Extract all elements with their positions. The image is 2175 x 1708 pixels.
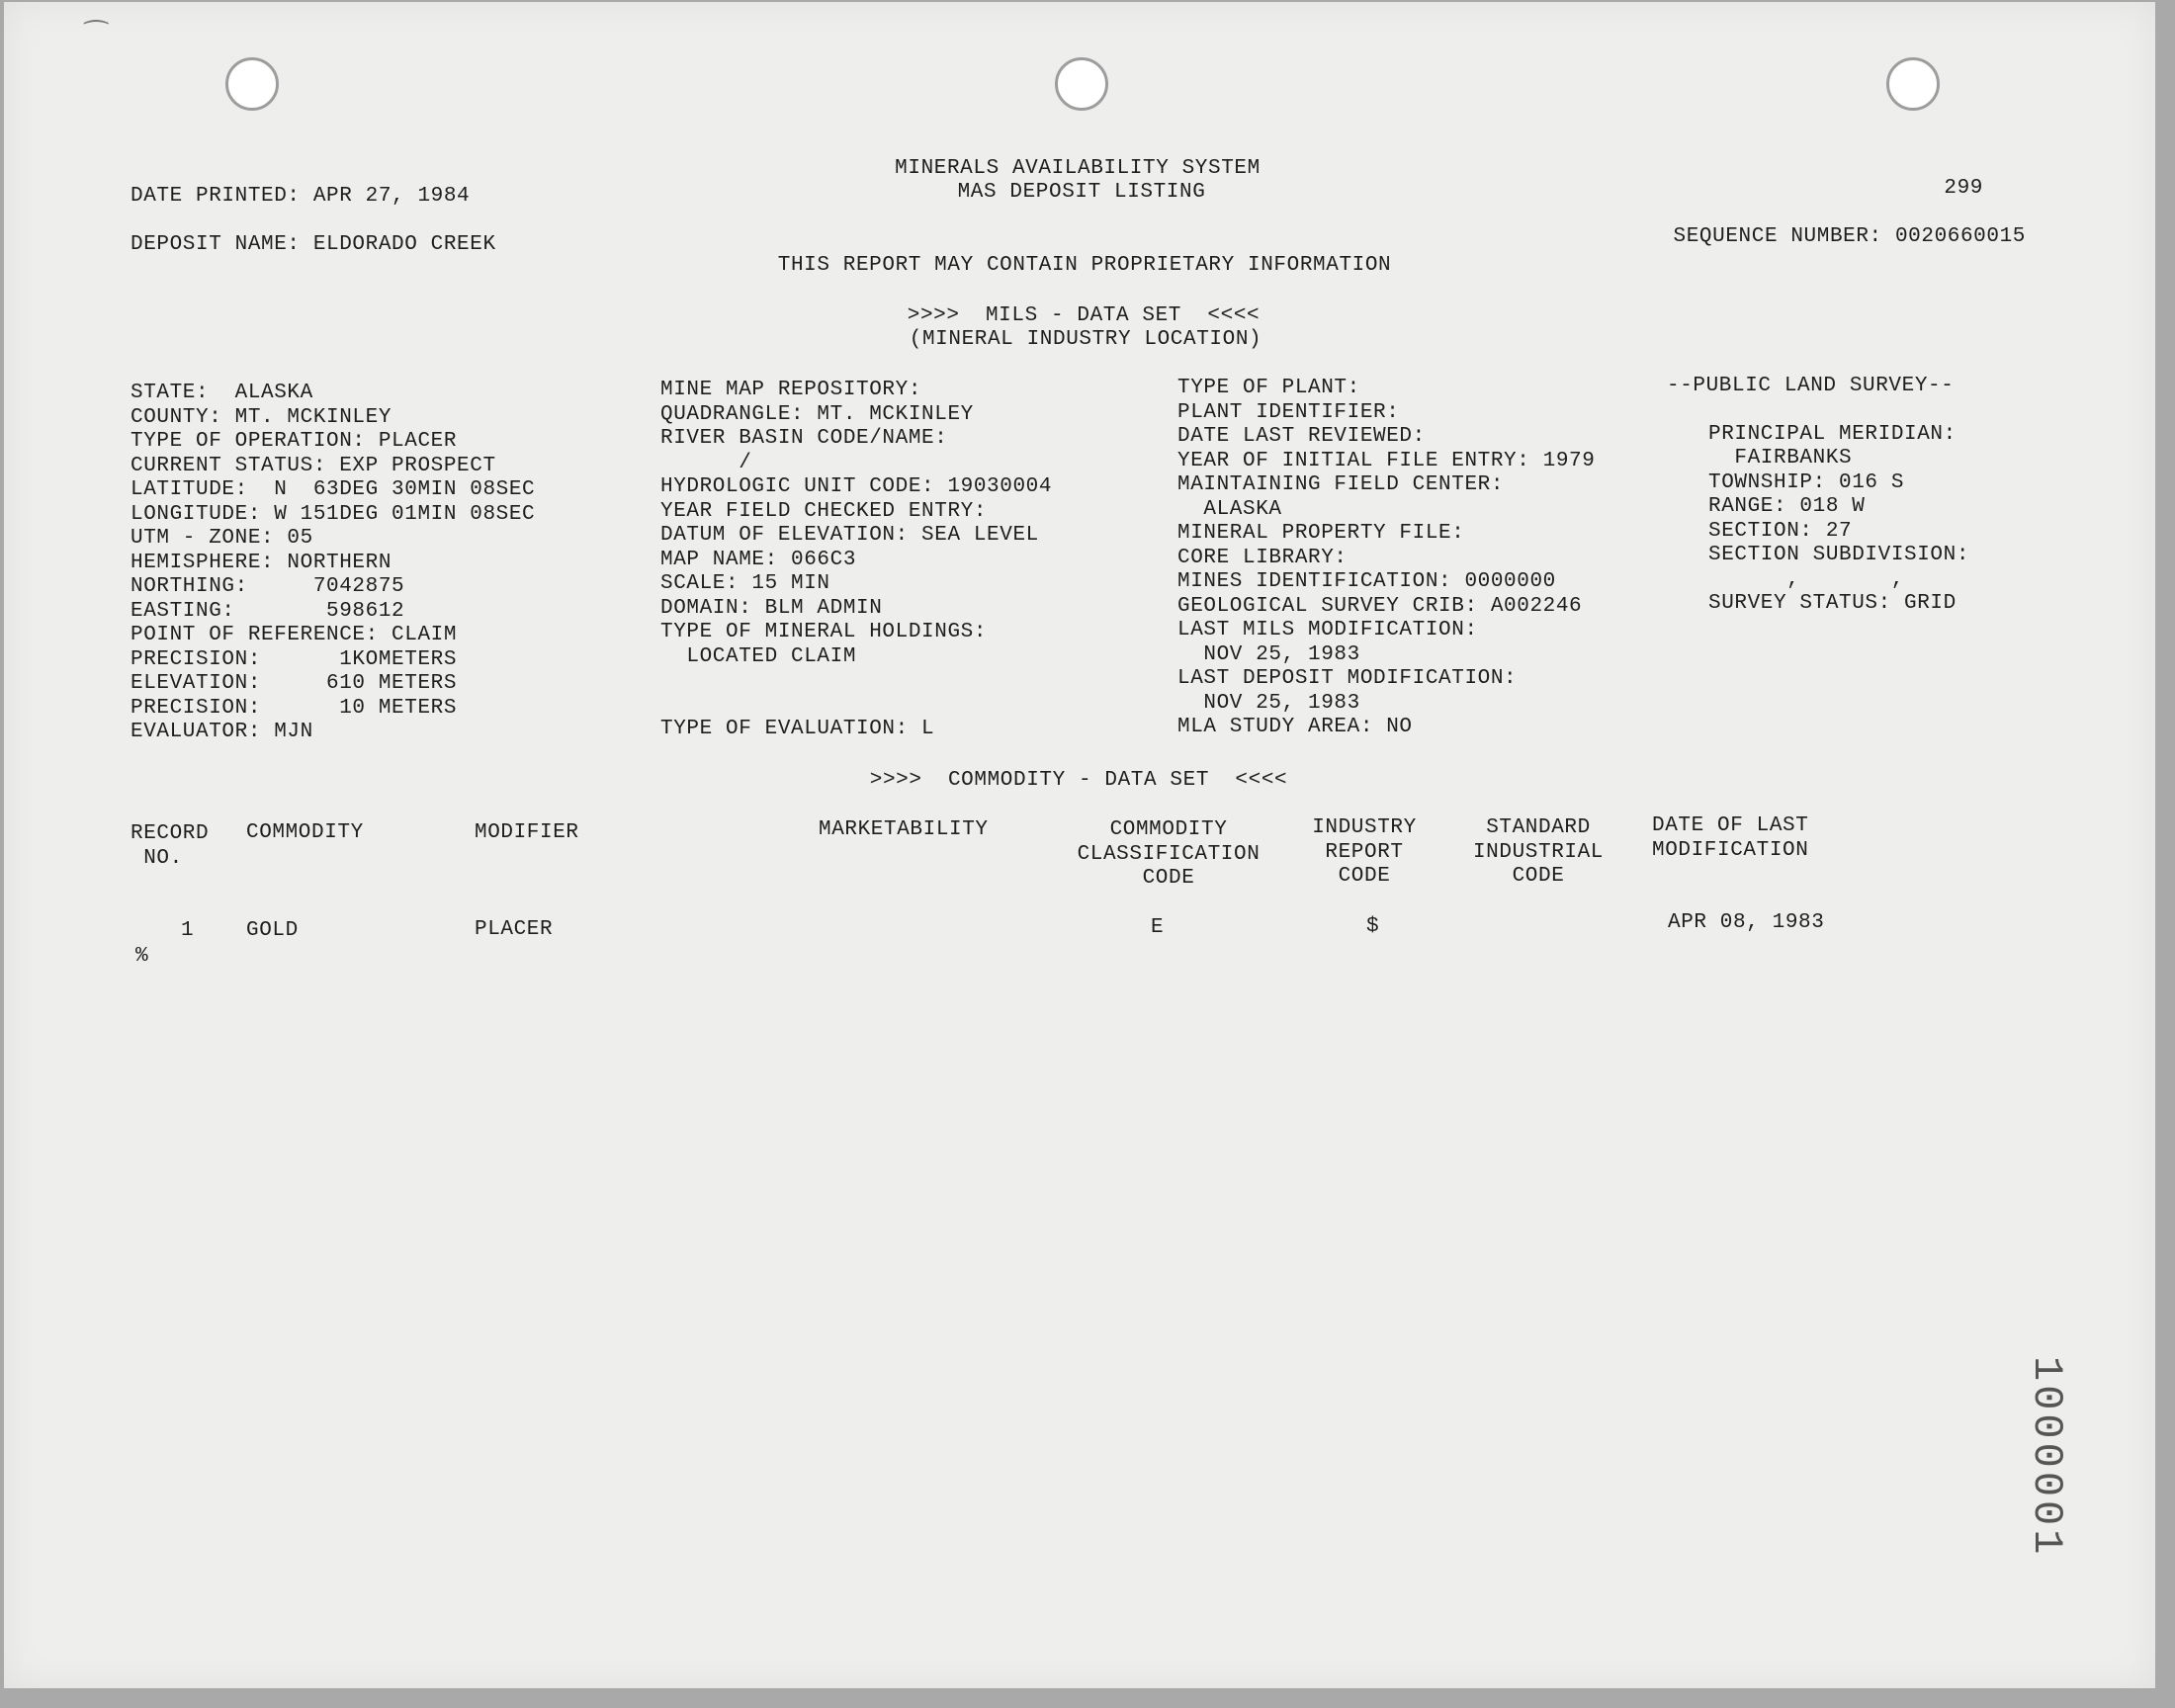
- field-line: NORTHING: 7042875: [130, 575, 405, 598]
- land-survey-column: [1708, 398, 1969, 617]
- field-line: LAST MILS MODIFICATION:: [1177, 619, 1478, 641]
- field-line: DOMAIN: BLM ADMIN: [660, 596, 883, 620]
- field-line: RANGE: 018 W: [1708, 495, 1866, 518]
- land-survey-title: --PUBLIC LAND SURVEY--: [1667, 375, 1955, 397]
- field-line: SECTION SUBDIVISION:: [1708, 544, 1970, 566]
- proprietary-notice: THIS REPORT MAY CONTAIN PROPRIETARY INFORMATION: [777, 254, 1392, 277]
- field-line: LAST DEPOSIT MODIFICATION:: [1177, 667, 1518, 690]
- field-line: SURVEY STATUS: GRID: [1708, 592, 1957, 615]
- field-line: NOV 25, 1983: [1177, 691, 1360, 715]
- row-classification: E: [1151, 916, 1165, 939]
- report-subtitle: MAS DEPOSIT LISTING: [957, 181, 1206, 204]
- field-line: RIVER BASIN CODE/NAME:: [660, 427, 948, 450]
- field-line: CORE LIBRARY:: [1177, 546, 1348, 569]
- header-record: RECORD NO.: [130, 822, 210, 870]
- header-classification: COMMODITY CLASSIFICATION CODE: [1077, 818, 1261, 890]
- field-line: /: [660, 451, 752, 474]
- field-line: PRECISION: 10 METERS: [130, 696, 458, 720]
- plant-column: [1177, 377, 1595, 740]
- field-line: EVALUATOR: MJN: [130, 721, 313, 743]
- field-line: FAIRBANKS: [1708, 447, 1853, 470]
- field-line: ALASKA: [1177, 497, 1282, 521]
- field-line: STATE: ALASKA: [130, 382, 313, 404]
- row-industry: $: [1366, 915, 1380, 938]
- commodity-title: >>>> COMMODITY - DATA SET <<<<: [869, 769, 1288, 792]
- field-line: TYPE OF EVALUATION: L: [660, 718, 935, 740]
- field-line: PLANT IDENTIFIER:: [1177, 400, 1400, 424]
- field-line: YEAR FIELD CHECKED ENTRY:: [660, 499, 988, 523]
- punch-hole-left: [225, 57, 279, 111]
- row-date: APR 08, 1983: [1668, 911, 1825, 934]
- field-line: MLA STUDY AREA: NO: [1177, 716, 1413, 738]
- field-line: COUNTY: MT. MCKINLEY: [130, 405, 392, 429]
- map-column: [660, 379, 1052, 742]
- header-modifier: MODIFIER: [475, 821, 579, 844]
- field-line: EASTING: 598612: [130, 599, 405, 623]
- end-mark: %: [135, 945, 149, 968]
- sequence-number: SEQUENCE NUMBER: 0020660015: [1673, 225, 2026, 248]
- field-line: HYDROLOGIC UNIT CODE: 19030004: [660, 475, 1053, 498]
- mils-subtitle: (MINERAL INDUSTRY LOCATION): [909, 328, 1262, 351]
- field-line: QUADRANGLE: MT. MCKINLEY: [660, 402, 974, 426]
- field-line: YEAR OF INITIAL FILE ENTRY: 1979: [1177, 449, 1596, 472]
- field-line: DATE LAST REVIEWED:: [1177, 425, 1426, 448]
- header-marketability: MARKETABILITY: [819, 818, 989, 841]
- mils-title: >>>> MILS - DATA SET <<<<: [907, 304, 1261, 327]
- page-number: 299: [1944, 177, 1983, 200]
- field-line: TYPE OF MINERAL HOLDINGS:: [660, 621, 988, 643]
- field-line: MINE MAP REPOSITORY:: [660, 379, 922, 401]
- row-record: 1: [181, 919, 195, 942]
- field-line: UTM - ZONE: 05: [130, 527, 313, 550]
- location-column: [130, 382, 535, 745]
- field-line: [1708, 398, 1969, 423]
- date-printed: DATE PRINTED: APR 27, 1984: [130, 185, 471, 208]
- punch-hole-right: [1886, 57, 1940, 111]
- field-line: MAP NAME: 066C3: [660, 548, 857, 571]
- field-line: NOV 25, 1983: [1177, 642, 1360, 666]
- field-line: LATITUDE: N 63DEG 30MIN 08SEC: [130, 478, 536, 501]
- field-line: MAINTAINING FIELD CENTER:: [1177, 473, 1505, 496]
- field-line: [660, 669, 1052, 694]
- header-commodity: COMMODITY: [246, 821, 364, 844]
- document-page: [4, 2, 2155, 1688]
- row-commodity: GOLD: [246, 919, 299, 942]
- field-line: HEMISPHERE: NORTHERN: [130, 551, 392, 574]
- field-line: MINERAL PROPERTY FILE:: [1177, 522, 1465, 545]
- field-line: DATUM OF ELEVATION: SEA LEVEL: [660, 524, 1039, 547]
- field-line: LOCATED CLAIM: [660, 644, 857, 668]
- field-line: LONGITUDE: W 151DEG 01MIN 08SEC: [130, 502, 536, 526]
- field-line: PRECISION: 1KOMETERS: [130, 647, 458, 671]
- field-line: GEOLOGICAL SURVEY CRIB: A002246: [1177, 594, 1583, 618]
- side-document-number: 1000001: [2023, 1356, 2070, 1559]
- pen-mark: ⁀: [85, 24, 108, 54]
- field-line: , ,: [1708, 567, 1905, 591]
- field-line: SCALE: 15 MIN: [660, 572, 830, 595]
- report-title: MINERALS AVAILABILITY SYSTEM: [895, 157, 1261, 180]
- field-line: POINT OF REFERENCE: CLAIM: [130, 624, 458, 646]
- field-line: TYPE OF PLANT:: [1177, 377, 1360, 399]
- field-line: SECTION: 27: [1708, 519, 1853, 543]
- header-industry: INDUSTRY REPORT CODE: [1312, 816, 1417, 888]
- header-standard: STANDARD INDUSTRIAL CODE: [1472, 816, 1605, 888]
- header-date: DATE OF LAST MODIFICATION: [1652, 814, 1809, 862]
- field-line: TYPE OF OPERATION: PLACER: [130, 430, 458, 453]
- field-line: [660, 694, 1052, 719]
- field-line: TOWNSHIP: 016 S: [1708, 470, 1905, 494]
- deposit-name: DEPOSIT NAME: ELDORADO CREEK: [130, 233, 496, 256]
- punch-hole-center: [1055, 57, 1108, 111]
- field-line: PRINCIPAL MERIDIAN:: [1708, 422, 1957, 446]
- field-line: ELEVATION: 610 METERS: [130, 672, 458, 695]
- field-line: MINES IDENTIFICATION: 0000000: [1177, 570, 1556, 593]
- field-line: CURRENT STATUS: EXP PROSPECT: [130, 454, 496, 477]
- row-modifier: PLACER: [475, 918, 554, 941]
